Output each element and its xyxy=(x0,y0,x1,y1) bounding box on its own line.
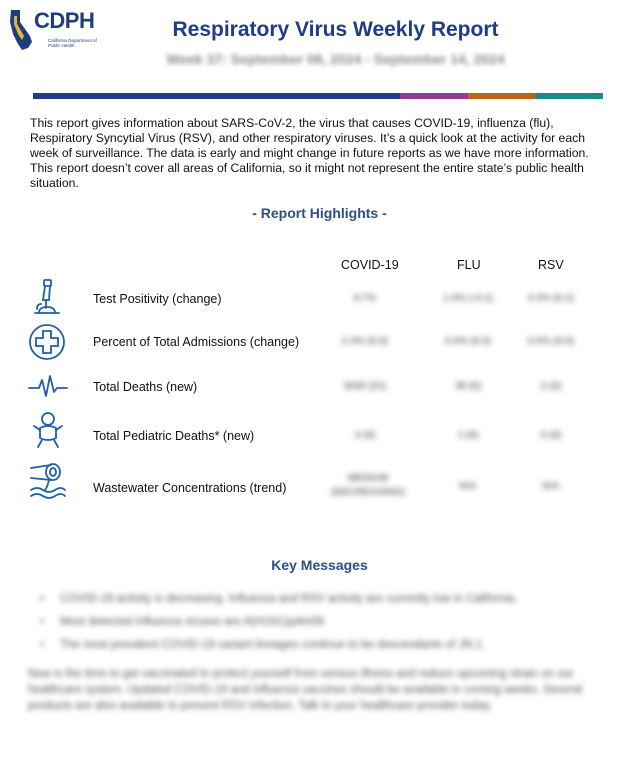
report-week-subtitle: Week 37: September 08, 2024 - September 14, 2024 xyxy=(166,51,505,67)
report-title: Respiratory Virus Weekly Report xyxy=(172,18,499,41)
row-label-deaths: Total Deaths (new) xyxy=(93,380,198,394)
heartbeat-icon xyxy=(27,372,69,402)
logo-wordmark: CDPH xyxy=(34,8,95,33)
rsv-admissions-value: 0.0% (0.0) xyxy=(527,336,575,347)
header-color-bar xyxy=(33,93,603,99)
column-header-flu: FLU xyxy=(457,258,481,272)
flu-deaths-value: 38 (0) xyxy=(454,381,482,392)
color-bar-teal xyxy=(535,93,603,99)
key-message-item: • COVID-19 activity is decreasing. Influenza and RSV activity are currently low in California. xyxy=(40,588,600,611)
row-label-pediatric-deaths: Total Pediatric Deaths* (new) xyxy=(93,429,255,443)
row-label-wastewater: Wastewater Concentrations (trend) xyxy=(93,481,287,495)
key-messages-list xyxy=(40,588,600,657)
color-bar-purple xyxy=(400,93,468,99)
covid-admissions-value: 2.4% (0.0) xyxy=(341,336,389,347)
column-header-rsv: RSV xyxy=(538,258,564,272)
wastewater-icon xyxy=(27,462,67,500)
key-message-item: • Most detected influenza viruses are A(H1N1)pdm09. xyxy=(40,611,600,634)
vaccination-message-paragraph: Now is the time to get vaccinated to protect yourself from serious illness and reduce upcoming strain on our healthcare system. Updated COVID-19 and influenza vaccines should be available in coming weeks. Several products are also available to prevent RSV infection. Talk to your healthcare provider today. xyxy=(28,668,583,712)
rsv-pediatric-deaths-value: 0 (0) xyxy=(540,430,562,441)
covid-pediatric-deaths-value: 4 (0) xyxy=(354,430,376,441)
microscope-icon xyxy=(27,278,67,320)
rsv-wastewater-value: N/A xyxy=(542,481,560,492)
report-highlights-heading: - Report Highlights - xyxy=(252,205,387,221)
key-message-item: • The most prevalent COVID-19 variant lineages continue to be descendants of JN.1. xyxy=(40,634,600,657)
flu-wastewater-value: N/A xyxy=(459,481,477,492)
color-bar-navy xyxy=(33,93,400,99)
flu-test-positivity-value: 1.0% (-0.1) xyxy=(443,293,493,304)
color-bar-orange xyxy=(468,93,535,99)
covid-wastewater-value: MEDIUM (DECREASING) xyxy=(331,473,405,498)
covid-deaths-value: 5030 (21) xyxy=(343,381,387,392)
covid-test-positivity-value: 8.7% xyxy=(353,293,377,304)
row-label-test-positivity: Test Positivity (change) xyxy=(93,292,222,306)
logo-subtext: California Department of Public Health xyxy=(48,38,97,48)
flu-pediatric-deaths-value: 1 (0) xyxy=(457,430,479,441)
rsv-deaths-value: 2 (0) xyxy=(540,381,562,392)
flu-admissions-value: 0.0% (0.0) xyxy=(444,336,492,347)
intro-paragraph: This report gives information about SARS-CoV-2, the virus that causes COVID-19, influenza (flu), Respiratory Syncytial Virus (RSV), and other respiratory viruses. It’s a quick look at the activity for each week of surveillance. The data is early and might change in future reports as we have more information. This report doesn’t cover all areas of California, so it might not represent the entire state’s public health situation. xyxy=(30,116,589,190)
medical-cross-icon xyxy=(27,322,67,362)
key-messages-heading: Key Messages xyxy=(271,557,368,573)
column-header-covid: COVID-19 xyxy=(341,258,399,272)
baby-icon xyxy=(30,410,66,450)
rsv-test-positivity-value: 0.4% (0.1) xyxy=(527,293,575,304)
row-label-admissions: Percent of Total Admissions (change) xyxy=(93,335,300,349)
